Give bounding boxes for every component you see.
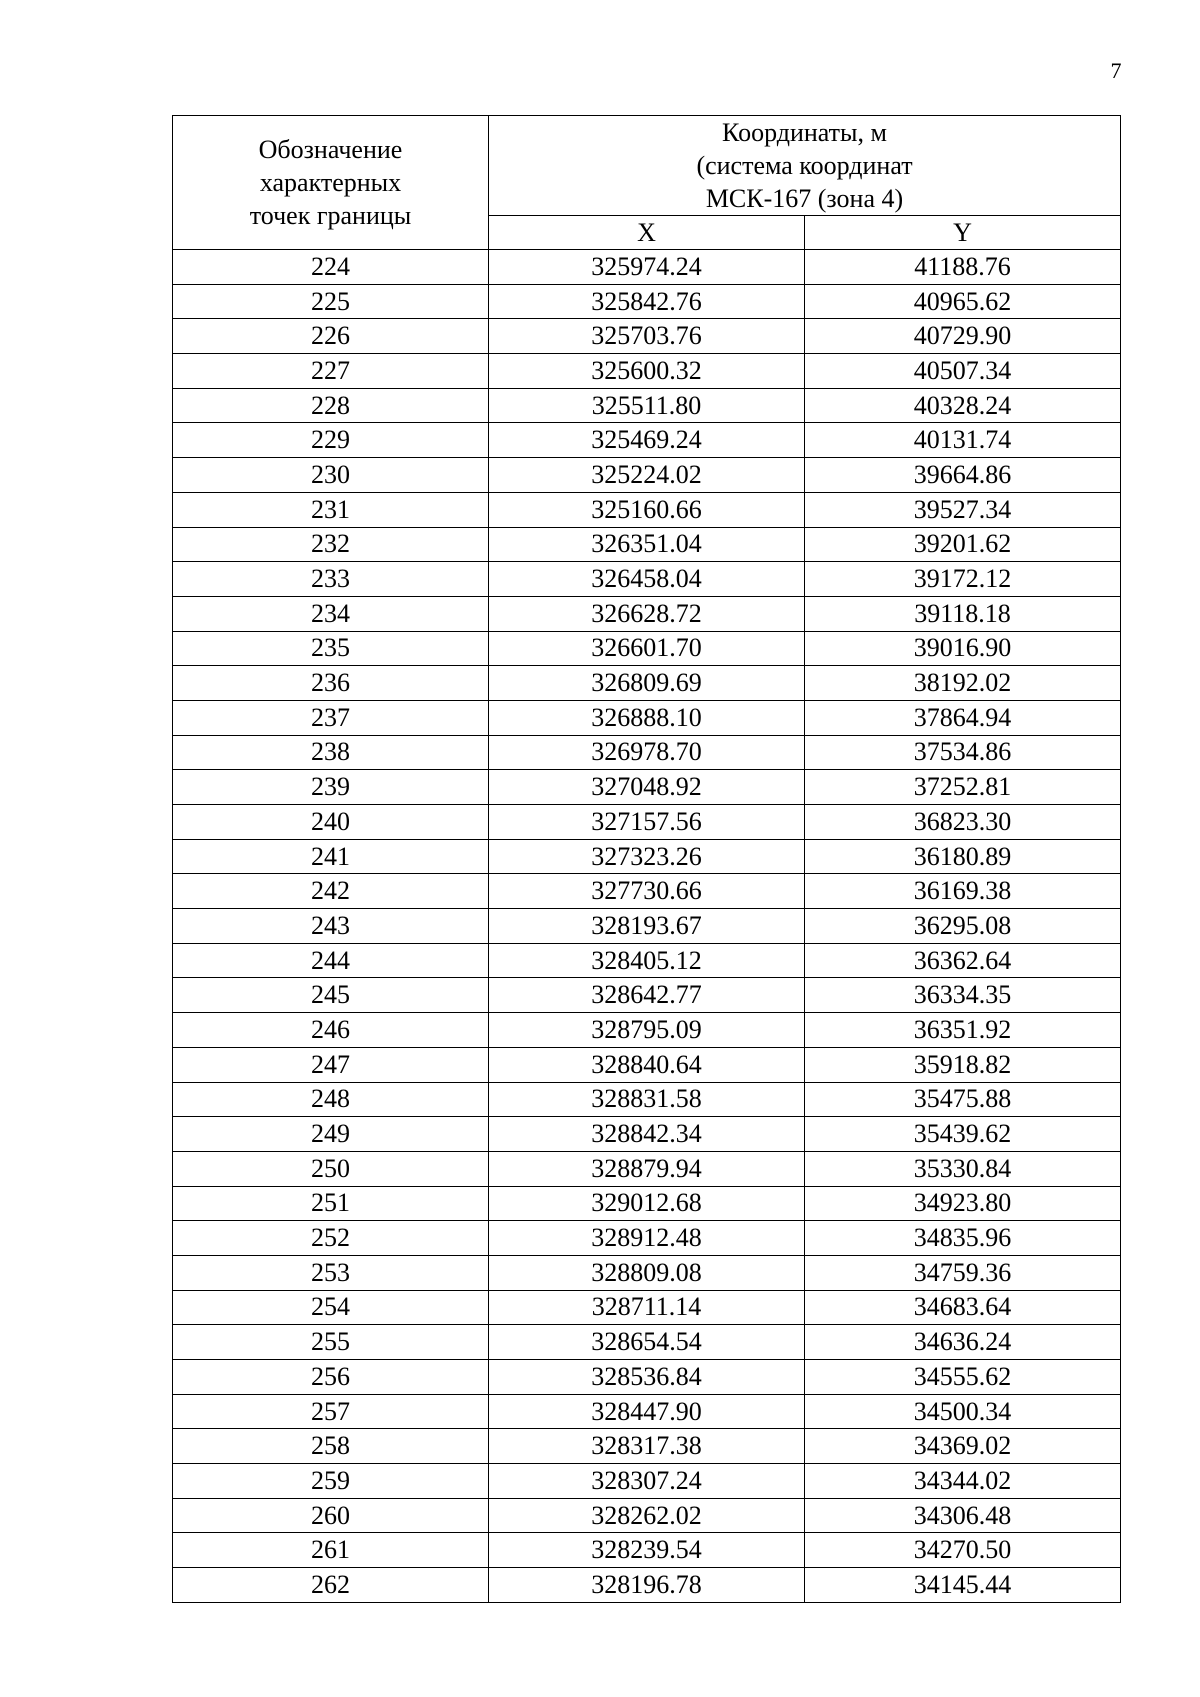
y-coordinate-cell: 39016.90: [805, 631, 1121, 666]
y-coordinate-cell: 39172.12: [805, 562, 1121, 597]
point-cell: 229: [173, 423, 489, 458]
table-row: [173, 527, 1121, 562]
y-coordinate-cell: 37252.81: [805, 770, 1121, 805]
table-row: [173, 284, 1121, 319]
point-cell: 262: [173, 1568, 489, 1603]
y-coordinate-cell: 35475.88: [805, 1082, 1121, 1117]
y-coordinate-cell: 35330.84: [805, 1151, 1121, 1186]
point-cell: 248: [173, 1082, 489, 1117]
x-coordinate-cell: 328447.90: [489, 1394, 805, 1429]
x-coordinate-cell: 328654.54: [489, 1325, 805, 1360]
point-header-line-3: точек границы: [249, 201, 412, 230]
x-coordinate-cell: 328307.24: [489, 1464, 805, 1499]
table-row: [173, 1464, 1121, 1499]
x-column-header: X: [489, 216, 805, 250]
page-number: 7: [1110, 58, 1122, 83]
table-row: [173, 596, 1121, 631]
point-cell: 253: [173, 1255, 489, 1290]
y-coordinate-cell: 37534.86: [805, 735, 1121, 770]
y-coordinate-cell: 34835.96: [805, 1221, 1121, 1256]
y-coordinate-cell: 38192.02: [805, 666, 1121, 701]
x-coordinate-cell: 326351.04: [489, 527, 805, 562]
point-cell: 224: [173, 250, 489, 285]
point-cell: 247: [173, 1047, 489, 1082]
point-cell: 243: [173, 909, 489, 944]
y-coordinate-cell: 40729.90: [805, 319, 1121, 354]
table-row: [173, 978, 1121, 1013]
point-cell: 250: [173, 1151, 489, 1186]
x-coordinate-cell: 327048.92: [489, 770, 805, 805]
x-coordinate-cell: 325160.66: [489, 492, 805, 527]
x-coordinate-cell: 325842.76: [489, 284, 805, 319]
point-cell: 254: [173, 1290, 489, 1325]
point-header-line-1: Обозначение: [258, 135, 403, 164]
x-coordinate-cell: 328536.84: [489, 1360, 805, 1395]
x-coordinate-cell: 327730.66: [489, 874, 805, 909]
y-coordinate-cell: 34344.02: [805, 1464, 1121, 1499]
table-row: [173, 666, 1121, 701]
table-row: [173, 1221, 1121, 1256]
x-coordinate-cell: 328196.78: [489, 1568, 805, 1603]
y-coordinate-cell: 34923.80: [805, 1186, 1121, 1221]
table-row: [173, 319, 1121, 354]
table-row: [173, 492, 1121, 527]
coords-header-line-2: (система координат: [696, 151, 913, 180]
table-row: [173, 909, 1121, 944]
x-coordinate-cell: 325469.24: [489, 423, 805, 458]
table-row: [173, 1047, 1121, 1082]
table-row: [173, 423, 1121, 458]
coords-header-line-3: МСК-167 (зона 4): [705, 184, 904, 213]
y-coordinate-cell: 40328.24: [805, 388, 1121, 423]
y-coordinate-cell: 36295.08: [805, 909, 1121, 944]
table-row: [173, 1568, 1121, 1603]
point-cell: 259: [173, 1464, 489, 1499]
point-cell: 256: [173, 1360, 489, 1395]
table-row: [173, 354, 1121, 389]
x-coordinate-cell: 326628.72: [489, 596, 805, 631]
table-row: [173, 1498, 1121, 1533]
y-coordinate-cell: 34759.36: [805, 1255, 1121, 1290]
x-coordinate-cell: 327323.26: [489, 839, 805, 874]
point-cell: 237: [173, 700, 489, 735]
x-coordinate-cell: 325974.24: [489, 250, 805, 285]
point-cell: 258: [173, 1429, 489, 1464]
y-coordinate-cell: 41188.76: [805, 250, 1121, 285]
table-row: [173, 631, 1121, 666]
table-row: [173, 770, 1121, 805]
table-row: [173, 1394, 1121, 1429]
y-coordinate-cell: 36334.35: [805, 978, 1121, 1013]
y-coordinate-cell: 39664.86: [805, 458, 1121, 493]
x-coordinate-cell: 329012.68: [489, 1186, 805, 1221]
x-coordinate-cell: 328879.94: [489, 1151, 805, 1186]
y-coordinate-cell: 34306.48: [805, 1498, 1121, 1533]
point-cell: 231: [173, 492, 489, 527]
point-cell: 255: [173, 1325, 489, 1360]
point-cell: 232: [173, 527, 489, 562]
y-coordinate-cell: 36823.30: [805, 805, 1121, 840]
point-cell: 251: [173, 1186, 489, 1221]
coordinates-header: [489, 116, 1121, 216]
x-coordinate-cell: 328842.34: [489, 1117, 805, 1152]
y-coordinate-cell: 36180.89: [805, 839, 1121, 874]
y-coordinate-cell: 39527.34: [805, 492, 1121, 527]
point-cell: 233: [173, 562, 489, 597]
table-row: [173, 458, 1121, 493]
y-coordinate-cell: 34369.02: [805, 1429, 1121, 1464]
point-cell: 238: [173, 735, 489, 770]
point-cell: 230: [173, 458, 489, 493]
y-coordinate-cell: 34145.44: [805, 1568, 1121, 1603]
y-coordinate-cell: 40507.34: [805, 354, 1121, 389]
table-row: [173, 1186, 1121, 1221]
table-row: [173, 1151, 1121, 1186]
point-cell: 226: [173, 319, 489, 354]
table-row: [173, 805, 1121, 840]
table-row: [173, 839, 1121, 874]
table-row: [173, 700, 1121, 735]
x-coordinate-cell: 328262.02: [489, 1498, 805, 1533]
x-coordinate-cell: 328405.12: [489, 943, 805, 978]
y-coordinate-cell: 35918.82: [805, 1047, 1121, 1082]
coordinates-table: [172, 115, 1121, 1603]
table-row: [173, 1360, 1121, 1395]
coords-header-line-1: Координаты, м: [722, 118, 887, 147]
x-coordinate-cell: 328711.14: [489, 1290, 805, 1325]
point-cell: 244: [173, 943, 489, 978]
table-row: [173, 1117, 1121, 1152]
x-coordinate-cell: 328831.58: [489, 1082, 805, 1117]
table-row: [173, 562, 1121, 597]
y-coordinate-cell: 34500.34: [805, 1394, 1121, 1429]
point-cell: 239: [173, 770, 489, 805]
point-cell: 246: [173, 1013, 489, 1048]
y-coordinate-cell: 36351.92: [805, 1013, 1121, 1048]
header-row-top: [173, 116, 1121, 216]
x-coordinate-cell: 326809.69: [489, 666, 805, 701]
x-coordinate-cell: 326978.70: [489, 735, 805, 770]
x-coordinate-cell: 328239.54: [489, 1533, 805, 1568]
point-cell: 260: [173, 1498, 489, 1533]
point-cell: 240: [173, 805, 489, 840]
table-row: [173, 1290, 1121, 1325]
y-coordinate-cell: 34683.64: [805, 1290, 1121, 1325]
y-coordinate-cell: 39118.18: [805, 596, 1121, 631]
table-body: [173, 250, 1121, 1603]
table-row: [173, 1429, 1121, 1464]
x-coordinate-cell: 325224.02: [489, 458, 805, 493]
x-coordinate-cell: 328809.08: [489, 1255, 805, 1290]
y-column-header: Y: [805, 216, 1121, 250]
x-coordinate-cell: 326458.04: [489, 562, 805, 597]
point-cell: 225: [173, 284, 489, 319]
table-row: [173, 388, 1121, 423]
point-cell: 235: [173, 631, 489, 666]
table-row: [173, 1082, 1121, 1117]
x-coordinate-cell: 328642.77: [489, 978, 805, 1013]
point-cell: 245: [173, 978, 489, 1013]
table-row: [173, 1533, 1121, 1568]
point-cell: 242: [173, 874, 489, 909]
x-coordinate-cell: 325600.32: [489, 354, 805, 389]
table-row: [173, 250, 1121, 285]
point-cell: 228: [173, 388, 489, 423]
y-coordinate-cell: 36362.64: [805, 943, 1121, 978]
x-coordinate-cell: 328912.48: [489, 1221, 805, 1256]
point-cell: 252: [173, 1221, 489, 1256]
point-cell: 261: [173, 1533, 489, 1568]
table-row: [173, 1325, 1121, 1360]
point-cell: 241: [173, 839, 489, 874]
table-row: [173, 1255, 1121, 1290]
x-coordinate-cell: 325703.76: [489, 319, 805, 354]
y-coordinate-cell: 34270.50: [805, 1533, 1121, 1568]
point-cell: 257: [173, 1394, 489, 1429]
x-coordinate-cell: 328193.67: [489, 909, 805, 944]
y-coordinate-cell: 34555.62: [805, 1360, 1121, 1395]
point-header-line-2: характерных: [259, 168, 402, 197]
table-row: [173, 874, 1121, 909]
x-coordinate-cell: 326888.10: [489, 700, 805, 735]
point-cell: 249: [173, 1117, 489, 1152]
table-row: [173, 735, 1121, 770]
point-cell: 236: [173, 666, 489, 701]
y-coordinate-cell: 40965.62: [805, 284, 1121, 319]
x-coordinate-cell: 326601.70: [489, 631, 805, 666]
table-header: [173, 116, 1121, 250]
x-coordinate-cell: 327157.56: [489, 805, 805, 840]
point-cell: 227: [173, 354, 489, 389]
y-coordinate-cell: 39201.62: [805, 527, 1121, 562]
y-coordinate-cell: 37864.94: [805, 700, 1121, 735]
y-coordinate-cell: 40131.74: [805, 423, 1121, 458]
point-cell: 234: [173, 596, 489, 631]
table-row: [173, 1013, 1121, 1048]
x-coordinate-cell: 328317.38: [489, 1429, 805, 1464]
table-row: [173, 943, 1121, 978]
y-coordinate-cell: 34636.24: [805, 1325, 1121, 1360]
y-coordinate-cell: 36169.38: [805, 874, 1121, 909]
point-designation-header: [173, 116, 489, 250]
x-coordinate-cell: 328795.09: [489, 1013, 805, 1048]
x-coordinate-cell: 328840.64: [489, 1047, 805, 1082]
y-coordinate-cell: 35439.62: [805, 1117, 1121, 1152]
x-coordinate-cell: 325511.80: [489, 388, 805, 423]
